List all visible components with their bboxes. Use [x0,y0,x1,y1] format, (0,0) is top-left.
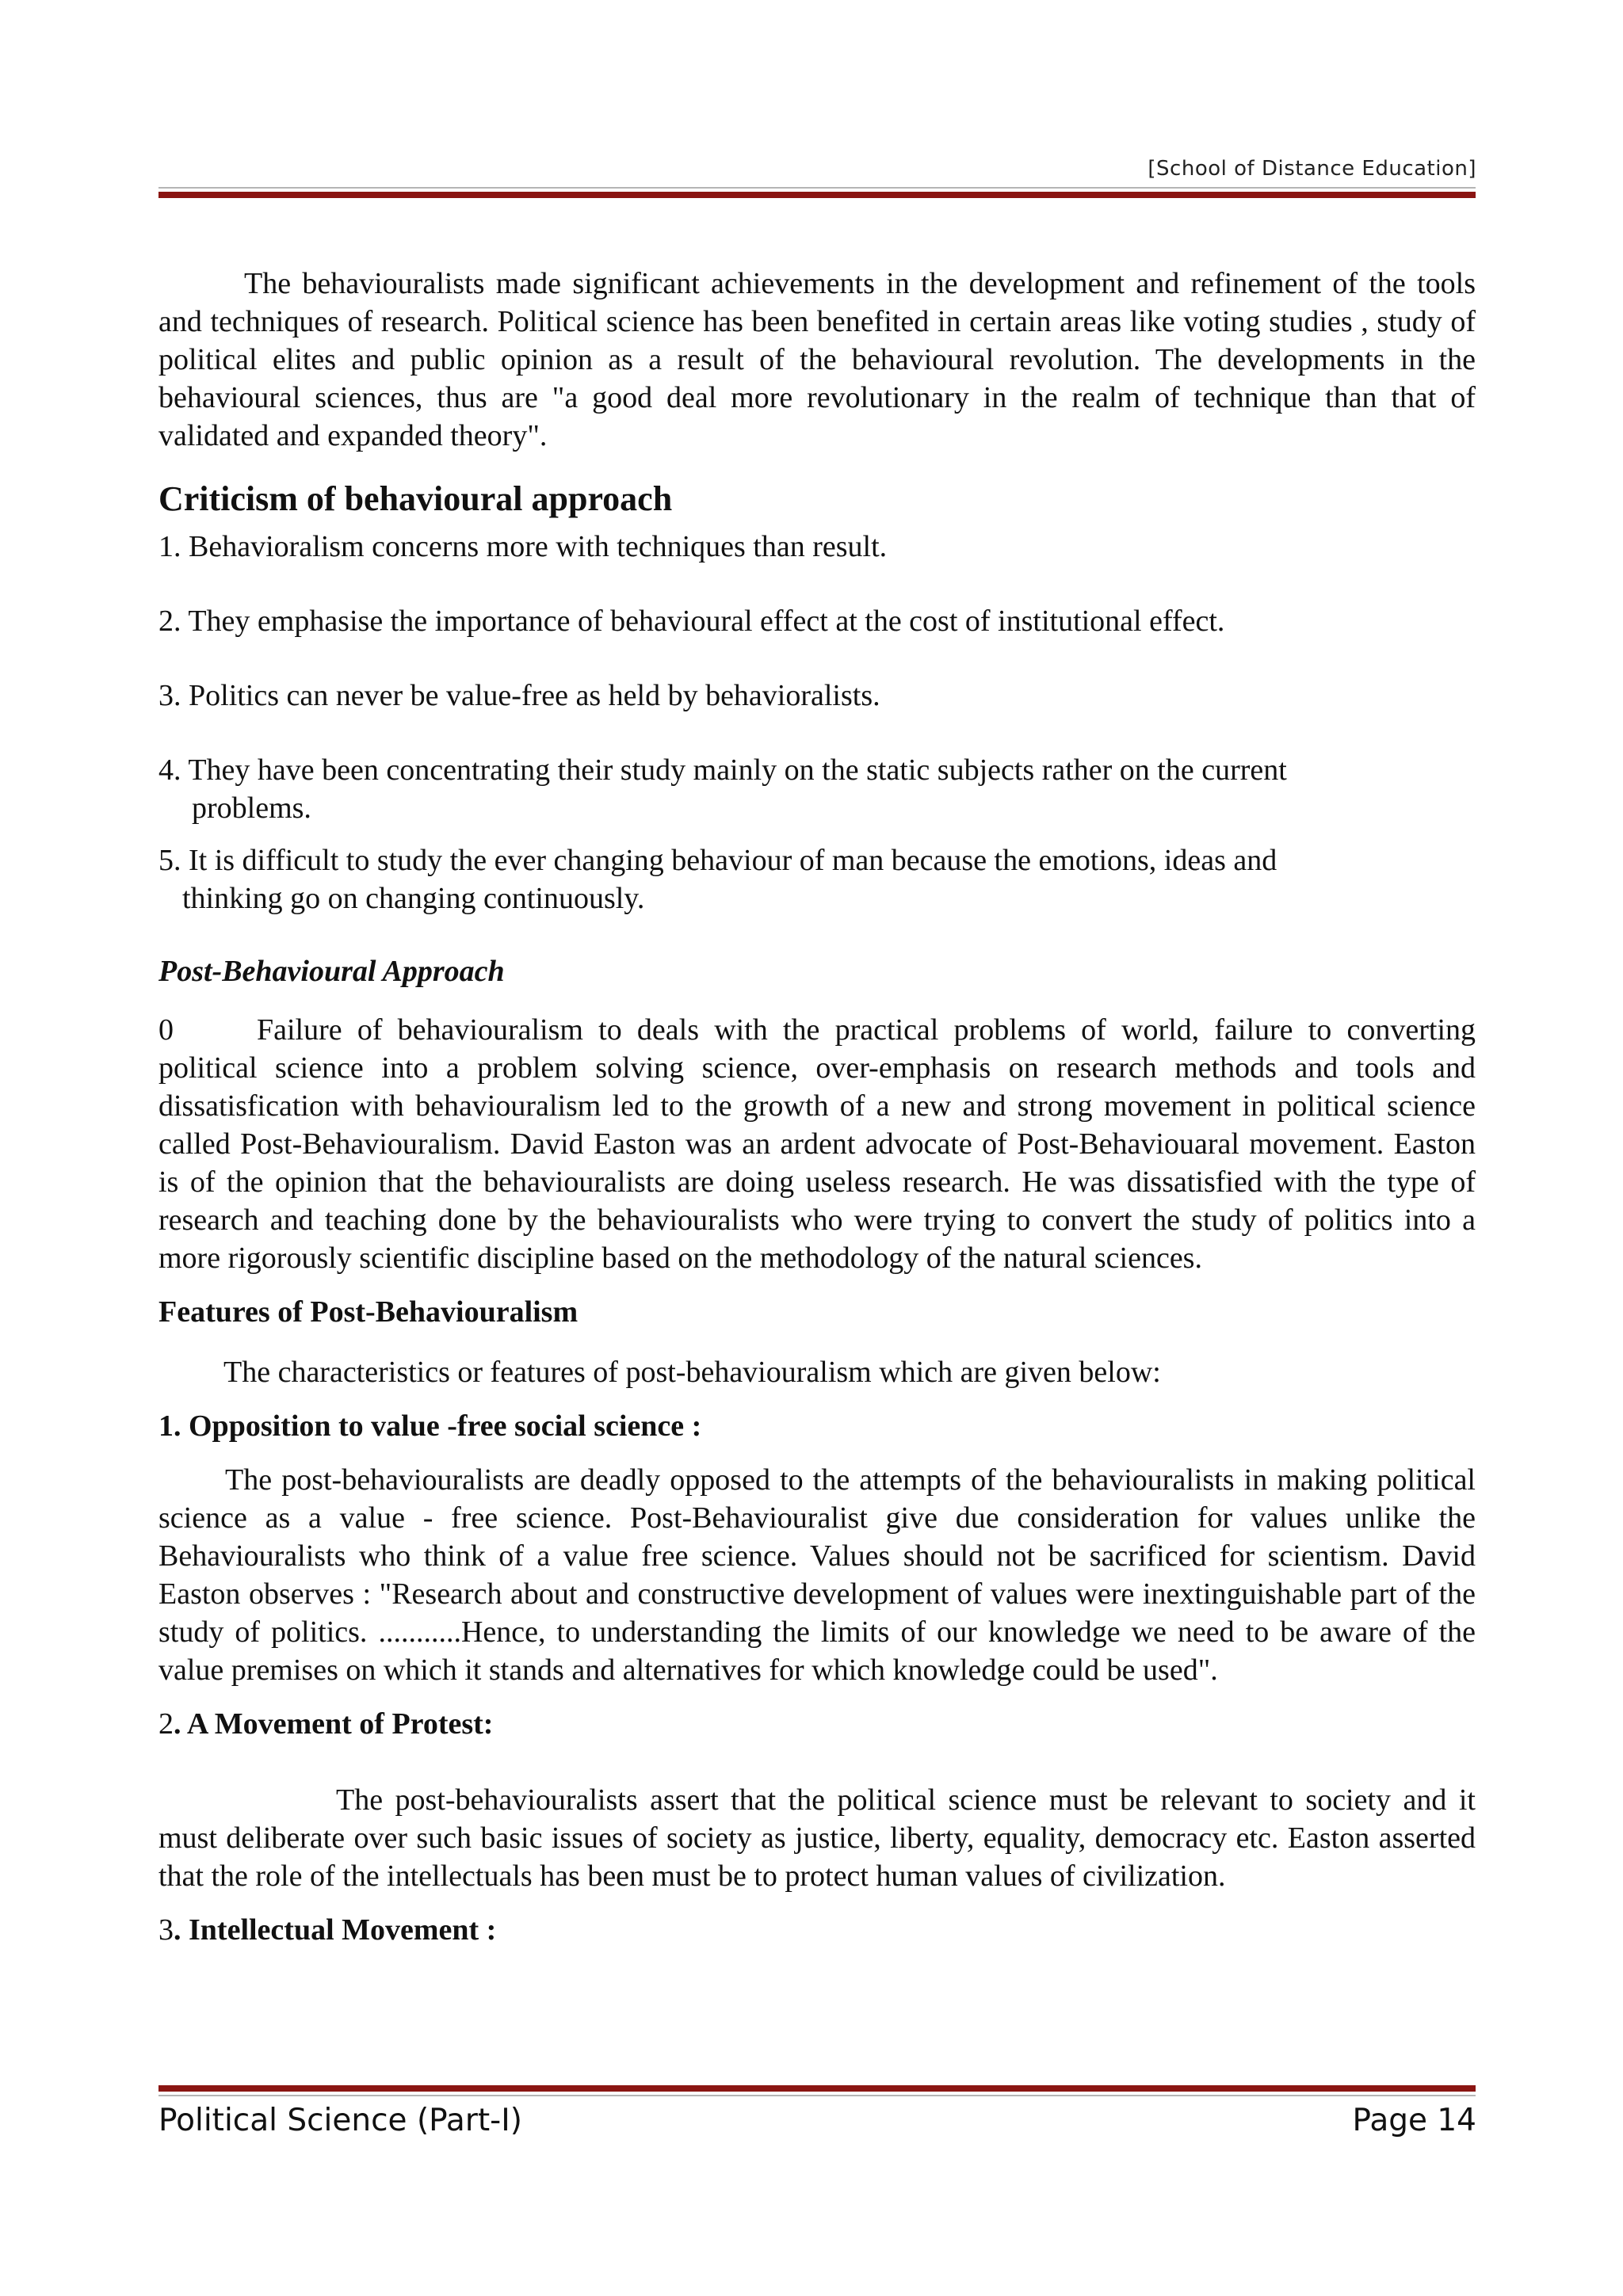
footer-page-number: Page 14 [1352,2103,1476,2138]
criticism-item-4-cont: problems. [192,791,311,825]
post-behavioural-text: Failure of behaviouralism to deals with the practical problems of world, failure to converting political science into a problem solving science, over-emphasis on research methods and tools and dissatisfication with behaviouralism led to the growth of a new and strong movement in political science called Post-Behaviouralism. David Easton was an ardent advocate of Post-Behaviouaral movement. Easton is of the opinion that the behaviouralists are doing useless research. He was dissatisfied with the type of research and teaching done by the behaviouralists who were trying to convert the study of politics into a more rigorously scientific discipline based on the methodology of the natural sciences. [158,1013,1476,1275]
criticism-item-2: 2. They emphasise the importance of behavioural effect at the cost of institutional effect. [158,605,1225,638]
post-behavioural-paragraph [158,1011,1476,1277]
feature-2-title: . A Movement of Protest: [174,1707,494,1741]
features-intro: The characteristics or features of post-behaviouralism which are given below: [223,1356,1161,1389]
features-heading: Features of Post-Behaviouralism [158,1295,579,1329]
page-header: [School of Distance Education] [1148,157,1476,181]
feature-1-heading: 1. Opposition to value -free social science : [158,1409,702,1443]
feature-2-heading [158,1705,1476,1743]
page-body [158,265,1476,1949]
criticism-item-3: 3. Politics can never be value-free as held by behavioralists. [158,679,880,712]
feature-2-text: The post-behaviouralists assert that the political science must be relevant to society and it must deliberate over such basic issues of society as justice, liberty, equality, democracy etc. Easton asserted that the role of the intellectuals has been must be to protect human values of civilization. [158,1783,1476,1893]
feature-3-number: 3 [158,1913,174,1947]
criticism-item-5: 5. It is difficult to study the ever changing behaviour of man because the emotions, ideas and [158,844,1277,877]
footer-rule [158,2085,1476,2096]
intro-paragraph: The behaviouralists made significant achievements in the development and refinement of the tools and techniques of research. Political science has been benefited in certain areas like voting studies , study of political elites and public opinion as a result of the behavioural revolution. The developments in the behavioural sciences, thus are "a good deal more revolutionary in the realm of technique than that of validated and expanded theory". [158,267,1476,452]
feature-1-text: The post-behaviouralists are deadly opposed to the attempts of the behaviouralists in making political science as a value - free science. Post-Behaviouralist give due consideration for values unlike the Behaviouralists who think of a value free science. Values should not be sacrificed for scientism. David Easton observes : "Research about and constructive development of values were inextinguishable part of the study of politics. ...........Hence, to understanding the limits of our knowledge we need to be aware of the value premises on which it stands and alternatives for which knowledge could be used". [158,1463,1476,1687]
paragraph-marker: 0 [158,1013,174,1047]
feature-3-heading [158,1911,1476,1949]
feature-2-number: 2 [158,1707,174,1741]
criticism-item-1: 1. Behavioralism concerns more with techniques than result. [158,530,888,563]
criticism-item-5-cont: thinking go on changing continuously. [182,882,645,915]
header-rule [158,187,1476,198]
footer-course-title: Political Science (Part-I) [158,2103,522,2138]
feature-3-title: . Intellectual Movement : [174,1913,497,1947]
post-behavioural-heading: Post-Behavioural Approach [158,955,505,988]
criticism-item-4: 4. They have been concentrating their study mainly on the static subjects rather on the current [158,753,1287,787]
criticism-heading: Criticism of behavioural approach [158,479,673,518]
